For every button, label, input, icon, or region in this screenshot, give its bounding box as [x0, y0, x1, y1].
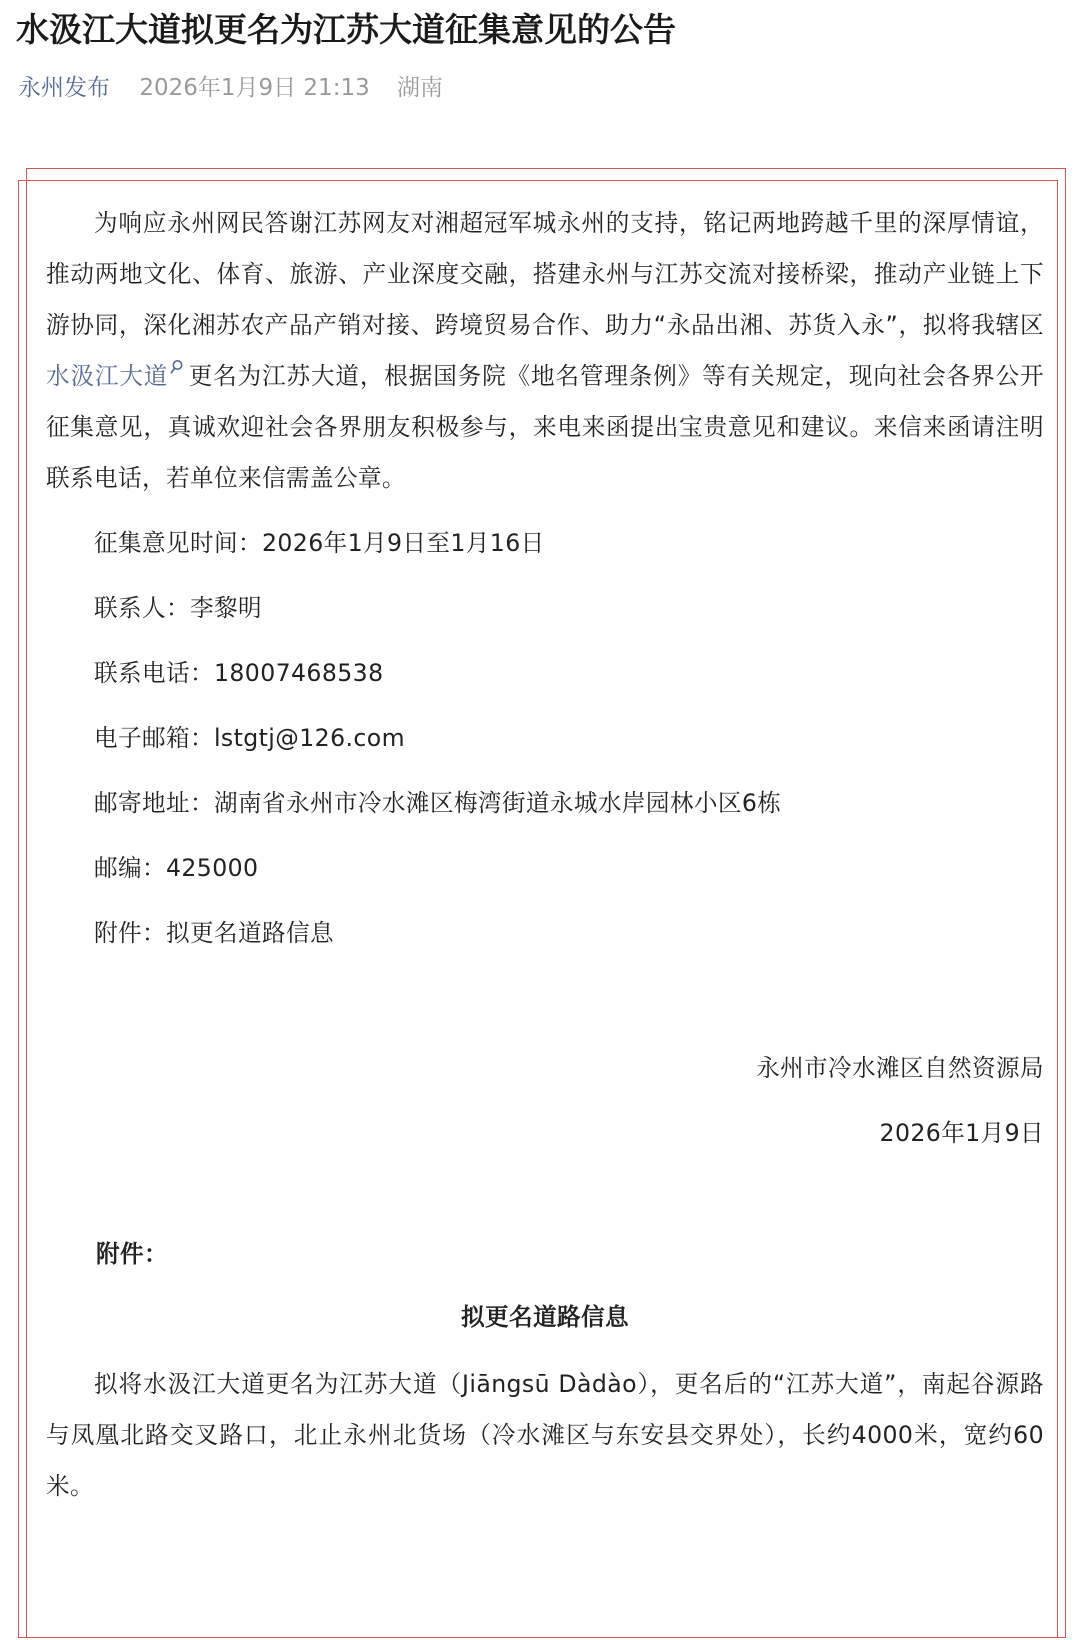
- search-icon[interactable]: [170, 359, 184, 377]
- collection-period: 征集意见时间：2026年1月9日至1月16日: [94, 529, 545, 557]
- publish-region: 湖南: [397, 75, 444, 101]
- attachment-title: 拟更名道路信息: [461, 1303, 629, 1331]
- contact-email: 电子邮箱：lstgtj@126.com: [94, 724, 405, 752]
- article-title: 水汲江大道拟更名为江苏大道征集意见的公告: [16, 10, 676, 49]
- intro-text-before-link: 为响应永州网民答谢江苏网友对湘超冠军城永州的支持，铭记两地跨越千里的深厚情谊，推动两地文化、体育、旅游、产业深度交融，搭建永州与江苏交流对接桥梁，推动产业链上下游协同，深化湘苏农产品产销对接、跨境贸易合作、助力“永品出湘、苏货入永”，拟将我辖区: [46, 209, 1044, 339]
- contact-phone: 联系电话：18007468538: [94, 659, 384, 687]
- attachment-heading: 附件：: [96, 1240, 168, 1268]
- mailing-address: 邮寄地址：湖南省永州市冷水滩区梅湾街道永城水岸园林小区6栋: [94, 789, 782, 817]
- article-meta: [18, 72, 443, 104]
- article-body: [46, 198, 1044, 1512]
- publish-datetime: 2026年1月9日 21:13: [139, 75, 370, 101]
- attachment-paragraph: 拟将水汲江大道更名为江苏大道（Jiāngsū Dàdào），更名后的“江苏大道”，南起谷源路与凤凰北路交叉路口，北止永州北货场（冷水滩区与东安县交界处），长约4000米，宽约60米。: [46, 1370, 1044, 1500]
- road-name-search-link[interactable]: 水汲江大道: [46, 362, 169, 390]
- signature-date: 2026年1月9日: [879, 1119, 1044, 1147]
- signature-organization: 永州市冷水滩区自然资源局: [756, 1054, 1044, 1082]
- intro-paragraph: [46, 198, 1044, 504]
- source-account-link[interactable]: 永州发布: [18, 75, 110, 101]
- postcode: 邮编：425000: [94, 854, 259, 882]
- attachment-line: 附件：拟更名道路信息: [94, 919, 334, 947]
- contact-person: 联系人：李黎明: [94, 594, 262, 622]
- intro-text-after-link: 更名为江苏大道，根据国务院《地名管理条例》等有关规定，现向社会各界公开征集意见，真诚欢迎社会各界朋友积极参与，来电来函提出宝贵意见和建议。来信来函请注明联系电话，若单位来信需盖公章。: [46, 362, 1044, 492]
